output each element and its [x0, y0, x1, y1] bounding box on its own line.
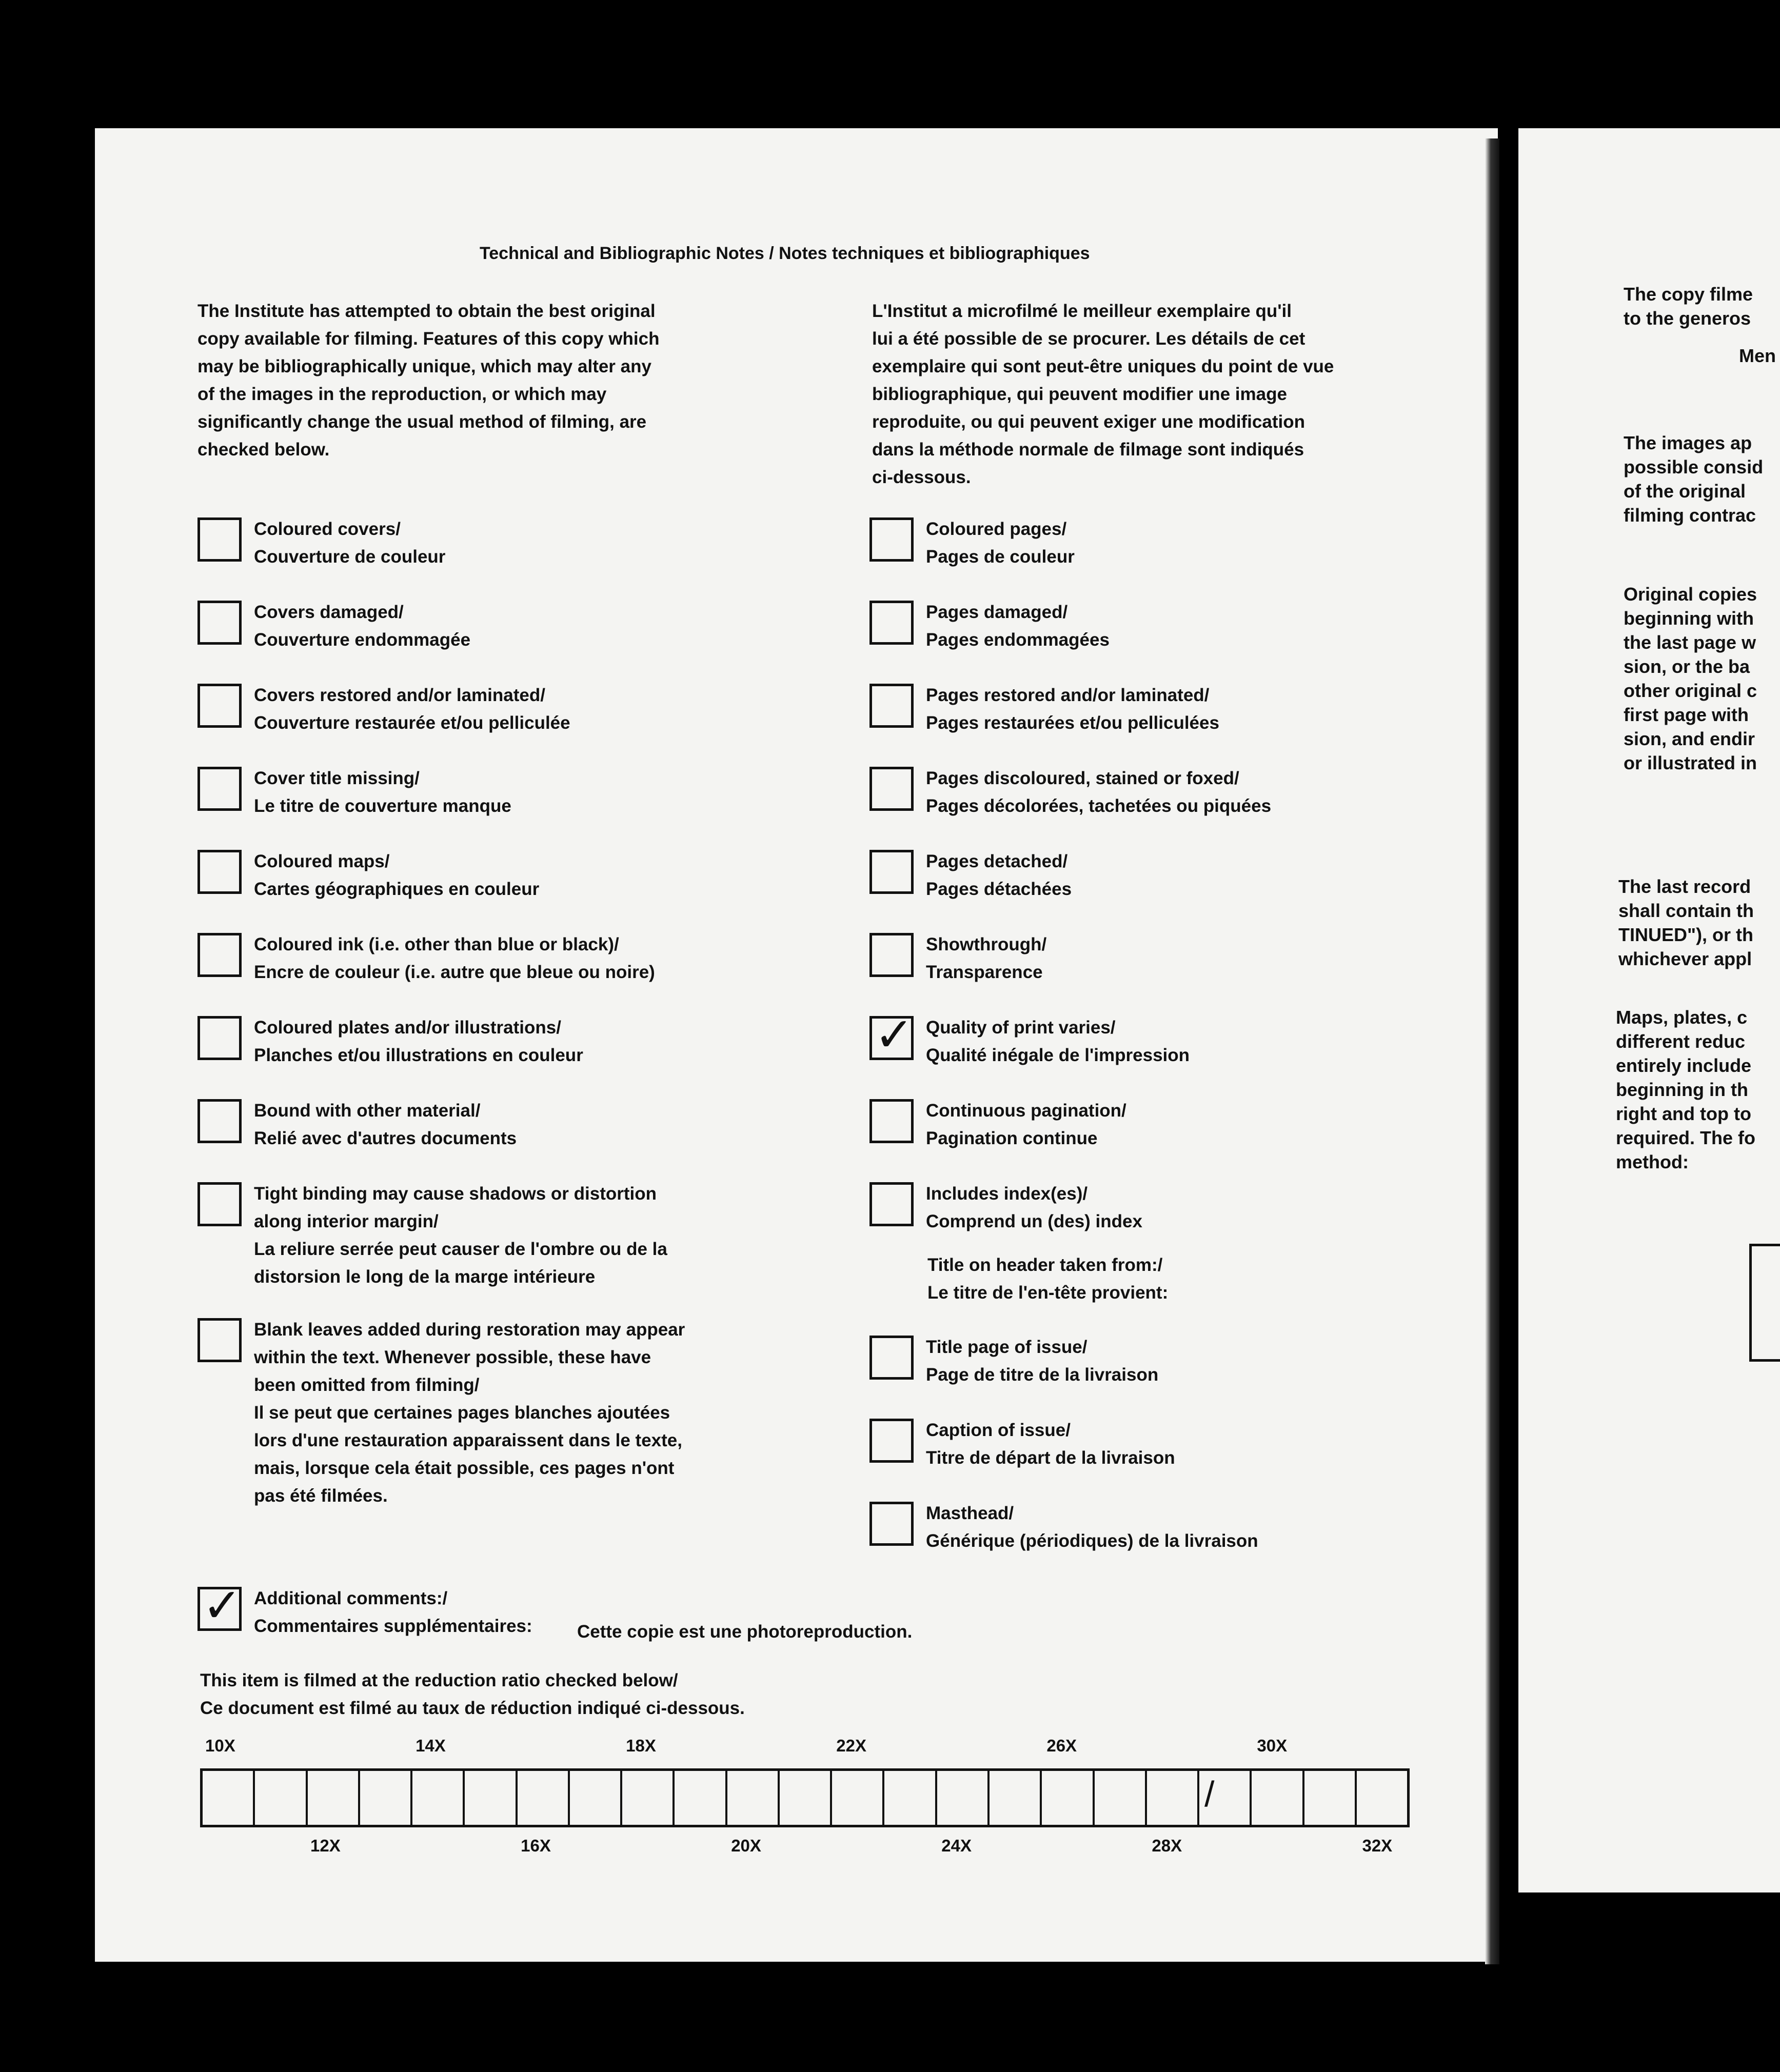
right-para-4: The last record shall contain th TINUED"), or th whichever appl: [1618, 876, 1754, 969]
checkbox[interactable]: [197, 933, 242, 977]
intro-french: L'Institut a microfilmé le meilleur exemplaire qu'il lui a été possible de se procurer. Les détails de cet exemplaire qui sont peut-être uniques du point de vue bibliographique, qui peuvent modifier une image reproduite, ou qui peuvent exiger une modification dans la méthode normale de filmage sont indiqués ci-dessous.: [872, 301, 1334, 487]
checkbox[interactable]: [197, 517, 242, 562]
checklist-item-label: Masthead/: [926, 1503, 1014, 1523]
checklist-item-label: Bound with other material/: [254, 1101, 481, 1121]
checklist-item-label: Qualité inégale de l'impression: [926, 1045, 1190, 1065]
ratio-cell[interactable]: [360, 1771, 412, 1825]
checklist-item-label: Il se peut que certaines pages blanches ajoutées: [254, 1403, 670, 1423]
checklist-item-label: Le titre de couverture manque: [254, 796, 511, 816]
right-para-5: Maps, plates, c different reduc entirely include beginning in th right and top to required. The fo method:: [1616, 1007, 1756, 1172]
reduction-ratio-grid: [200, 1768, 1410, 1827]
checkbox[interactable]: [869, 850, 914, 894]
checklist-item-label: Covers restored and/or laminated/: [254, 685, 545, 705]
checklist-item-label: Pages discoloured, stained or foxed/: [926, 768, 1239, 788]
ratio-cell[interactable]: [990, 1771, 1042, 1825]
checkbox[interactable]: [197, 1016, 242, 1060]
checklist-item-label: pas été filmées.: [254, 1486, 388, 1506]
ratio-label-bottom: 12X: [310, 1836, 341, 1855]
checklist-item-label: Showthrough/: [926, 934, 1047, 954]
checkbox[interactable]: [869, 684, 914, 728]
checkbox[interactable]: [869, 1502, 914, 1546]
ratio-label-top: 10X: [205, 1736, 235, 1755]
check-icon: ✓: [202, 1580, 242, 1632]
ratio-note: This item is filmed at the reduction ratio checked below/ Ce document est filmé au taux de réduction indiqué ci-dessous.: [200, 1670, 745, 1718]
ratio-label-top: 26X: [1046, 1736, 1077, 1755]
checkbox[interactable]: [197, 1318, 242, 1362]
checklist-item-label: Pages restaurées et/ou pelliculées: [926, 713, 1219, 733]
checkbox[interactable]: [869, 1336, 914, 1380]
ratio-label-top: 18X: [626, 1736, 656, 1755]
checkbox[interactable]: [869, 1182, 914, 1226]
checkbox[interactable]: [869, 1009, 914, 1061]
ratio-cell[interactable]: [1147, 1771, 1199, 1825]
ratio-label-top: 30X: [1257, 1736, 1288, 1755]
checkbox[interactable]: [869, 933, 914, 977]
check-icon: ✓: [874, 1009, 914, 1061]
notes-page: Technical and Bibliographic Notes / Notes techniques et bibliographiques The Institute has attempted to obtain the best original copy available for filming. Features of this copy which may be bibliographically unique, which may alter any of the images in the reproduction, or which may significantly change the usual method of filming, are checked below. L'Institut a microfilmé le meilleur exemplaire qu'il lui a été possible de se procurer. Les détails de cet exemplaire qui sont peut-être uniques du point de vue bibliographique, qui peuvent modifier une image reproduite, ou qui peuvent exiger une modification dans la méthode normale de filmage sont indiqués ci-dessous. Coloured covers/ Couverture de couleur Covers damaged/ Couverture endommagée Covers restored and/or laminated/ Couverture restaurée et/ou pelliculée Cover title missing/ Le titre de couverture manque Coloured maps/ Cartes géographiques en couleur Coloured ink (i.e. other than blue or black)/ Encre de couleur (i.e. autre que bleue ou noire) Coloured plates and/or illustrations/ Planches et/ou illustrations en couleur Bound with other material/ Relié avec d'autres documents Tight binding may cause shadows or distortion along interior margin/ La reliure serrée peut causer de l'ombre ou de la distorsion le long de la marge intérieure Blank leaves added during restoration may appear within the text. Whenever possible, these have been omitted from filming/ Il se peut que certaines pages blanches ajoutées lors d'une restauration apparaissent dans le texte, mais, lorsque cela était possible, ces pages n'ont pas été filmées. Coloured pages/ Pages de couleur Pages damaged/ Pages endommagées Pages restored and/or laminated/ Pages restaurées et/ou pelliculées Pages discoloured, stained or foxed/ Pages décolorées, tachetées ou piquées Pages detached/ Pages détachées Showthrough/ Transparence ✓ Quality of print varies/ Qualité inégale de l'impression Continuous pagination/ Pagination continue Includes index(es)/ Comprend un (des) index Title on header taken from:/ Le titre de l'en-tête provient: Title page of issue/ Page de titre de la livraison Caption of issue/ Titre de départ de la livraison Masthead/ Générique (périodiques) de la livraison ✓ Additional comments:/ Commentaires supplémentaires: Cette copie est une photoreproduction. This item is filmed at the reduction ratio checked below/ Ce document est filmé au taux de réduction indiqué ci-dessous. 10X 14X 18X 22X 26X 30X / 12X 16X 20X 24X 28X 32X: [95, 128, 1498, 1962]
checklist-item-label: Pages décolorées, tachetées ou piquées: [926, 796, 1272, 816]
ratio-cell[interactable]: [832, 1771, 884, 1825]
right-diagram-box: [1749, 1244, 1780, 1362]
checkbox[interactable]: [869, 767, 914, 811]
ratio-cell[interactable]: [884, 1771, 937, 1825]
checklist-item-label: Comprend un (des) index: [926, 1211, 1142, 1231]
additional-comment-text: Cette copie est une photoreproduction.: [577, 1622, 913, 1642]
ratio-cell[interactable]: [1095, 1771, 1147, 1825]
checkbox[interactable]: [197, 1099, 242, 1143]
checklist-item-label: Générique (périodiques) de la livraison: [926, 1531, 1258, 1551]
ratio-cell[interactable]: [675, 1771, 727, 1825]
checklist-item-label: Couverture de couleur: [254, 547, 446, 567]
ratio-cell[interactable]: [937, 1771, 990, 1825]
right-para-1b: Men: [1739, 345, 1776, 366]
checklist-item-label: Continuous pagination/: [926, 1101, 1126, 1121]
right-para-3: Original copies beginning with the last page w sion, or the ba other original c first page with sion, and endir or illustrated in: [1624, 584, 1757, 773]
checklist-item-label: been omitted from filming/: [254, 1375, 480, 1395]
checkbox[interactable]: [197, 684, 242, 728]
checklist-item-label: Includes index(es)/: [926, 1184, 1088, 1204]
ratio-cell[interactable]: [412, 1771, 465, 1825]
checkbox[interactable]: [869, 517, 914, 562]
checklist-item-label: along interior margin/: [254, 1211, 439, 1231]
ratio-cell[interactable]: [1357, 1771, 1407, 1825]
checklist-item-label: Title page of issue/: [926, 1337, 1087, 1357]
checklist-item-label: Relié avec d'autres documents: [254, 1128, 517, 1148]
checklist-item-label: within the text. Whenever possible, these have: [254, 1347, 651, 1367]
checkbox[interactable]: [869, 1419, 914, 1463]
page-gutter-shadow: [1485, 138, 1499, 1964]
checklist-item-label: Coloured plates and/or illustrations/: [254, 1018, 561, 1038]
ratio-cell[interactable]: [1252, 1771, 1304, 1825]
checkbox[interactable]: [869, 1099, 914, 1143]
checklist-item-label: Transparence: [926, 962, 1043, 982]
ratio-label-bottom: 24X: [941, 1836, 972, 1855]
ratio-cell[interactable]: [518, 1771, 570, 1825]
checklist-item-label: Covers damaged/: [254, 602, 404, 622]
checklist-item-label: mais, lorsque cela était possible, ces pages n'ont: [254, 1458, 675, 1478]
checklist-item-label: Pagination continue: [926, 1128, 1098, 1148]
ratio-cell[interactable]: [1304, 1771, 1357, 1825]
ratio-label-bottom: 32X: [1362, 1836, 1393, 1855]
checklist-item-label: Tight binding may cause shadows or distortion: [254, 1184, 657, 1204]
checkbox[interactable]: [197, 601, 242, 645]
checklist-item-label: Pages damaged/: [926, 602, 1068, 622]
ratio-label-bottom: 20X: [731, 1836, 761, 1855]
ratio-cell[interactable]: [780, 1771, 832, 1825]
checklist-item-label: Pages detached/: [926, 851, 1068, 871]
checklist-item-label: distorsion le long de la marge intérieure: [254, 1267, 596, 1287]
checkbox[interactable]: [197, 767, 242, 811]
ratio-cell[interactable]: [308, 1771, 360, 1825]
checklist-item-label: Pages endommagées: [926, 630, 1110, 650]
ratio-label-top: 14X: [416, 1736, 446, 1755]
checklist-item-label: Couverture restaurée et/ou pelliculée: [254, 713, 570, 733]
ratio-cell[interactable]: [465, 1771, 517, 1825]
checkbox[interactable]: [197, 850, 242, 894]
ratio-cell[interactable]: [622, 1771, 675, 1825]
checklist-item-label: Couverture endommagée: [254, 630, 471, 650]
ratio-cell[interactable]: [727, 1771, 780, 1825]
ratio-cell[interactable]: [1199, 1771, 1252, 1825]
checklist-item-label: Coloured ink (i.e. other than blue or black)/: [254, 934, 619, 954]
checklist-item-label: lors d'une restauration apparaissent dans le texte,: [254, 1430, 682, 1450]
checklist-item-label: Quality of print varies/: [926, 1018, 1116, 1038]
checklist-item-label: Pages de couleur: [926, 547, 1075, 567]
adjacent-page: [1518, 128, 1780, 1892]
check-icon: /: [1204, 1774, 1215, 1814]
checklist-item-label: Coloured covers/: [254, 519, 401, 539]
ratio-cell[interactable]: [255, 1771, 307, 1825]
ratio-cell[interactable]: [203, 1771, 255, 1825]
ratio-cell[interactable]: [570, 1771, 622, 1825]
checkbox[interactable]: [197, 1182, 242, 1226]
checklist-item-label: Encre de couleur (i.e. autre que bleue ou noire): [254, 962, 655, 982]
ratio-cell[interactable]: [1042, 1771, 1094, 1825]
checkbox[interactable]: [869, 601, 914, 645]
checklist-item-label: Page de titre de la livraison: [926, 1365, 1159, 1385]
additional-comments-checkbox[interactable]: [197, 1580, 242, 1632]
checklist-item-label: Pages restored and/or laminated/: [926, 685, 1210, 705]
checklist-item-label: Cover title missing/: [254, 768, 420, 788]
ratio-label-bottom: 28X: [1152, 1836, 1182, 1855]
checklist-item-label: Coloured pages/: [926, 519, 1067, 539]
checklist-item-label: Pages détachées: [926, 879, 1072, 899]
checklist-item-label: Titre de départ de la livraison: [926, 1448, 1175, 1468]
ratio-label-top: 22X: [836, 1736, 866, 1755]
right-para-2: The images ap possible consid of the original filming contrac: [1624, 432, 1764, 526]
checklist-item-label: Coloured maps/: [254, 851, 390, 871]
intro-english: The Institute has attempted to obtain the best original copy available for filming. Features of this copy which may be bibliographically unique, which may alter any of the images in the reproduction, or which may significantly change the usual method of filming, are checked below.: [197, 301, 660, 460]
checklist-item-label: Caption of issue/: [926, 1420, 1071, 1440]
checklist-item-label: Cartes géographiques en couleur: [254, 879, 540, 899]
right-para-1: The copy filme to the generos: [1624, 284, 1753, 329]
checklist-item-label: Blank leaves added during restoration may appear: [254, 1320, 685, 1340]
ratio-label-bottom: 16X: [521, 1836, 551, 1855]
header-note: Title on header taken from:/ Le titre de l'en-tête provient:: [927, 1255, 1169, 1303]
page-title: Technical and Bibliographic Notes / Notes techniques et bibliographiques: [480, 244, 1090, 263]
checklist-item-label: La reliure serrée peut causer de l'ombre ou de la: [254, 1239, 667, 1259]
checklist-item-label: Planches et/ou illustrations en couleur: [254, 1045, 583, 1065]
